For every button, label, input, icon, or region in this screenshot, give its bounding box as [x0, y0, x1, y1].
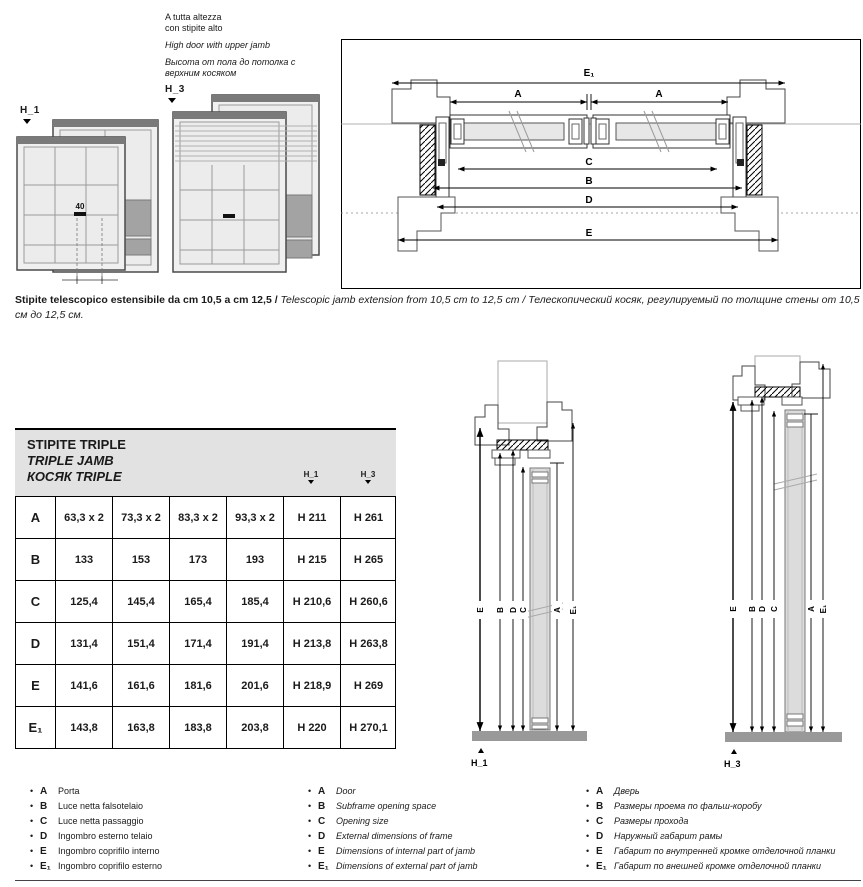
handle-dimension-label: 40: [75, 202, 85, 211]
legend-key: • B: [40, 801, 48, 812]
dimension-labels: [728, 600, 828, 618]
legend-text: Dimensions of internal part of jamb: [336, 846, 476, 856]
legend-text: Габарит по внутренней кромке отделочной планки: [614, 846, 836, 856]
row-label: C: [15, 580, 55, 622]
caption-it: Stipite telescopico estensibile da cm 10,5 a cm 12,5 /: [15, 294, 281, 306]
legend-text: Porta: [58, 786, 80, 796]
table-cell: 201,6: [226, 664, 283, 706]
dim-label-e1: E₁: [583, 68, 595, 79]
legend-key: • D: [596, 831, 604, 842]
legend-key: • E₁: [596, 861, 607, 872]
legend-text: Дверь: [614, 786, 640, 796]
table-title-en: TRIPLE JAMB: [27, 453, 114, 468]
table-cell: H 220: [283, 706, 340, 748]
table-cell: 171,4: [169, 622, 226, 664]
legend-text: Габарит по внешней кромке отделочной планки: [614, 861, 822, 871]
legend-key: • A: [318, 786, 326, 797]
dim-label-e: E: [729, 606, 738, 612]
table-cell: H 261: [340, 496, 396, 538]
door-handle: [74, 212, 86, 216]
legend-text: Dimensions of external part of jamb: [336, 861, 478, 871]
legend-key: • D: [40, 831, 48, 842]
table-cell: 153: [112, 538, 169, 580]
annotation-ru-line2: верхним косяком: [165, 68, 237, 78]
column-marker-h1: [293, 470, 329, 484]
down-arrow-icon: [365, 480, 371, 484]
annotation-it-line1: A tutta altezza: [165, 12, 222, 22]
table-cell: H 269: [340, 664, 396, 706]
table-cell: 181,6: [169, 664, 226, 706]
legend-item: [586, 844, 861, 859]
legend-text: External dimensions of frame: [336, 831, 453, 841]
table-cell: H 265: [340, 538, 396, 580]
door-elevation-drawing: [10, 90, 330, 290]
elevation-h3-door: [173, 95, 319, 272]
table-title-it: STIPITE TRIPLE: [27, 437, 126, 452]
annotation-block: [165, 12, 295, 79]
dimensions-table: [15, 428, 396, 749]
table-cell: 203,8: [226, 706, 283, 748]
dimension-lines: [733, 364, 823, 732]
row-label: E₁: [15, 706, 55, 748]
legend-text: Ingombro esterno telaio: [58, 831, 153, 841]
table-cell: H 218,9: [283, 664, 340, 706]
legend-text: Door: [336, 786, 356, 796]
legend-text: Наружный габарит рамы: [614, 831, 723, 841]
legend-key: • D: [318, 831, 326, 842]
wall-hatch: [747, 125, 762, 195]
dim-label-b: B: [496, 607, 505, 613]
door-leaf-section: [591, 111, 730, 152]
dim-label-a: A: [807, 606, 816, 612]
dim-label-b: B: [748, 606, 757, 612]
legend-key: • B: [596, 801, 604, 812]
floor-bar: [472, 731, 587, 741]
h3-floor-marker: H_3: [724, 759, 741, 769]
table-cell: 133: [55, 538, 112, 580]
legend-key: • C: [318, 816, 326, 827]
column-marker-h1-label: H_1: [303, 470, 319, 479]
table-cell: 131,4: [55, 622, 112, 664]
bottom-divider: [15, 880, 861, 881]
legend-item: [586, 859, 861, 874]
table-title-ru: КОСЯК TRIPLE: [27, 469, 122, 484]
legend-key: • E₁: [40, 861, 51, 872]
legend-english: [308, 784, 578, 874]
dim-label-a: A: [514, 89, 522, 100]
door-handle: [223, 214, 235, 218]
table-cell: 183,8: [169, 706, 226, 748]
row-label: D: [15, 622, 55, 664]
legend-key: • A: [40, 786, 48, 797]
table-cell: 185,4: [226, 580, 283, 622]
dim-label-b: B: [585, 176, 593, 187]
legend-key: • A: [596, 786, 604, 797]
table-header: [15, 430, 396, 496]
legend-item: [308, 859, 578, 874]
table-grid: [15, 496, 396, 749]
wall-hatch: [420, 125, 435, 195]
door-leaf-section: [450, 111, 589, 152]
dimension-labels: [475, 601, 578, 619]
annotation-en: High door with upper jamb: [165, 40, 271, 50]
dim-label-c: C: [585, 157, 593, 168]
legend-item: [308, 814, 578, 829]
legend-item: [30, 829, 295, 844]
legend-key: • E₁: [318, 861, 329, 872]
legend-item: [586, 814, 861, 829]
legend-key: • C: [596, 816, 604, 827]
legend-key: • E: [318, 846, 325, 857]
plan-section-drawing: [341, 39, 861, 289]
legend-text: Subframe opening space: [336, 801, 437, 811]
table-cell: 63,3 x 2: [55, 496, 112, 538]
annotation-it-line2: con stipite alto: [165, 23, 223, 33]
table-cell: H 260,6: [340, 580, 396, 622]
table-cell: 73,3 x 2: [112, 496, 169, 538]
legend-item: [30, 784, 295, 799]
legend-text: Luce netta falsotelaio: [58, 801, 144, 811]
column-marker-h3-label: H_3: [360, 470, 376, 479]
dim-label-c: C: [770, 606, 779, 612]
table-cell: H 213,8: [283, 622, 340, 664]
table-cell: 173: [169, 538, 226, 580]
legend-item: [586, 829, 861, 844]
dimension-lines: [480, 423, 573, 731]
table-cell: 151,4: [112, 622, 169, 664]
legend-item: [308, 829, 578, 844]
table-cell: H 263,8: [340, 622, 396, 664]
table-cell: 125,4: [55, 580, 112, 622]
legend-item: [586, 799, 861, 814]
elevation-h1-door: [17, 120, 158, 284]
table-cell: H 211: [283, 496, 340, 538]
caption: [15, 293, 861, 323]
dim-label-d: D: [585, 195, 593, 206]
ceiling-hatch: [755, 387, 800, 397]
vertical-section-h1-drawing: [465, 355, 595, 775]
annotation-ru-line1: Высота от пола до потолка с: [165, 57, 296, 67]
dim-label-e1: E₁: [569, 605, 578, 615]
legend-text: Opening size: [336, 816, 389, 826]
legend-text: Размеры прохода: [614, 816, 689, 826]
legend-item: [30, 844, 295, 859]
dim-label-d: D: [509, 607, 518, 613]
table-cell: 145,4: [112, 580, 169, 622]
legend-item: [308, 799, 578, 814]
legend-key: • E: [596, 846, 603, 857]
legend-russian: [586, 784, 861, 874]
h3-marker-label: H_3: [165, 84, 185, 95]
legend-item: [30, 859, 295, 874]
up-arrow-icon: [731, 749, 737, 754]
row-label: A: [15, 496, 55, 538]
dim-label-d: D: [758, 606, 767, 612]
legend-key: • C: [40, 816, 48, 827]
legend-text: Ingombro coprifilo esterno: [58, 861, 163, 871]
table-cell: 161,6: [112, 664, 169, 706]
vertical-section-h3-drawing: [718, 352, 848, 775]
dim-label-e: E: [585, 228, 593, 239]
legend-text: Размеры проема по фальш-коробу: [614, 801, 762, 811]
caption-en-ru: Telescopic jamb extension from 10,5 cm to 12,5 cm / Телескопический косяк, регулируемый по толщине стены от 10,5 см до 12,5 см.: [15, 294, 860, 321]
table-cell: 163,8: [112, 706, 169, 748]
table-cell: H 270,1: [340, 706, 396, 748]
table-cell: 191,4: [226, 622, 283, 664]
legend-text: Ingombro coprifilo interno: [58, 846, 160, 856]
dim-label-e: E: [476, 607, 485, 613]
row-label: B: [15, 538, 55, 580]
table-cell: 143,8: [55, 706, 112, 748]
dim-label-a: A: [655, 89, 663, 100]
row-label: E: [15, 664, 55, 706]
h1-floor-marker: H_1: [471, 758, 488, 768]
column-marker-h3: [350, 470, 386, 484]
legend-item: [308, 784, 578, 799]
legend-item: [308, 844, 578, 859]
ceiling-hatch: [497, 440, 548, 450]
table-cell: 193: [226, 538, 283, 580]
legend-key: • B: [318, 801, 326, 812]
table-cell: 83,3 x 2: [169, 496, 226, 538]
table-cell: H 215: [283, 538, 340, 580]
dim-label-a: A: [553, 607, 562, 613]
table-cell: 165,4: [169, 580, 226, 622]
up-arrow-icon: [478, 748, 484, 753]
dim-label-c: C: [519, 607, 528, 613]
table-cell: 93,3 x 2: [226, 496, 283, 538]
legend-italian: [30, 784, 295, 874]
table-cell: 141,6: [55, 664, 112, 706]
legend-item: [30, 799, 295, 814]
h1-marker-label: H_1: [20, 105, 40, 116]
floor-bar: [725, 732, 842, 742]
legend-item: [586, 784, 861, 799]
legend-key: • E: [40, 846, 47, 857]
legend-text: Luce netta passaggio: [58, 816, 144, 826]
dim-label-e1: E₁: [819, 604, 828, 614]
legend-item: [30, 814, 295, 829]
table-cell: H 210,6: [283, 580, 340, 622]
down-arrow-icon: [308, 480, 314, 484]
